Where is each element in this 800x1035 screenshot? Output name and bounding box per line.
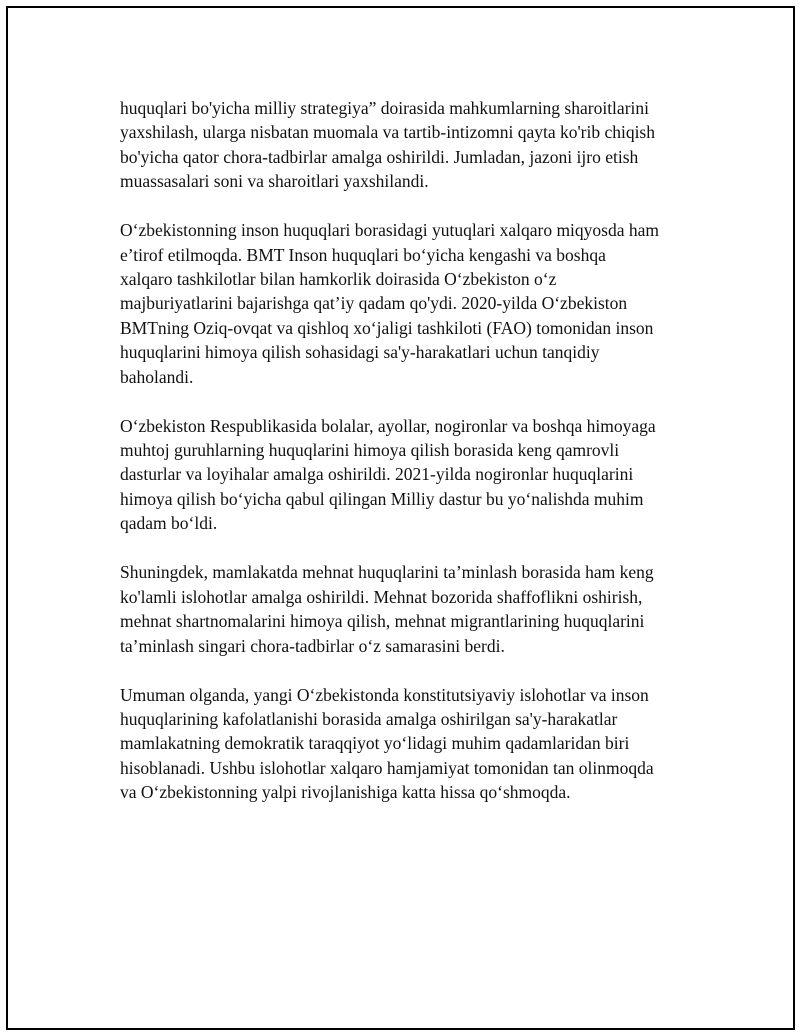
text-line: ko'lamli islohotlar amalga oshirildi. Mehnat bozorida shaffoflikni oshirish, — [120, 586, 643, 607]
text-line: huquqlarini himoya qilish sohasidagi sa'y-harakatlari uchun tanqidiy — [120, 342, 600, 363]
page-frame — [6, 6, 795, 1030]
paragraph-5 — [120, 683, 705, 805]
text-line: muassasalari soni va sharoitlari yaxshilandi. — [120, 171, 429, 192]
text-line: xalqaro tashkilotlar bilan hamkorlik doirasida O‘zbekiston o‘z — [120, 269, 557, 290]
text-line: bo'yicha qator chora-tadbirlar amalga oshirildi. Jumladan, jazoni ijro etish — [120, 146, 639, 167]
paragraph-3 — [120, 414, 705, 536]
text-line: ta’minlash singari chora-tadbirlar o‘z samarasini berdi. — [120, 635, 505, 656]
text-line: huquqlari bo'yicha milliy strategiya” doirasida mahkumlarning sharoitlarini — [120, 98, 649, 118]
text-line: Shuningdek, mamlakatda mehnat huquqlarini ta’minlash borasida ham keng — [120, 562, 654, 583]
text-line: baholandi. — [120, 366, 194, 387]
document-body — [120, 96, 705, 829]
paragraph-2 — [120, 218, 705, 389]
text-line: mamlakatning demokratik taraqqiyot yo‘lidagi muhim qadamlaridan biri — [120, 733, 630, 754]
text-line: e’tirof etilmoqda. BMT Inson huquqlari bo‘yicha kengashi va boshqa — [120, 244, 606, 265]
text-line: Umuman olganda, yangi O‘zbekistonda konstitutsiyaviy islohotlar va inson — [120, 684, 649, 705]
text-line: va O‘zbekistonning yalpi rivojlanishiga katta hissa qo‘shmoqda. — [120, 782, 571, 803]
text-line: qadam bo‘ldi. — [120, 513, 218, 534]
text-line: muhtoj guruhlarning huquqlarini himoya qilish borasida keng qamrovli — [120, 440, 620, 461]
text-line: mehnat shartnomalarini himoya qilish, mehnat migrantlarining huquqlarini — [120, 611, 645, 632]
text-line: majburiyatlarini bajarishga qat’iy qadam qo'ydi. 2020-yilda O‘zbekiston — [120, 293, 628, 314]
text-line: huquqlarining kafolatlanishi borasida amalga oshirilgan sa'y-harakatlar — [120, 708, 618, 729]
text-line: O‘zbekiston Respublikasida bolalar, ayollar, nogironlar va boshqa himoyaga — [120, 415, 656, 436]
text-line: yaxshilash, ularga nisbatan muomala va tartib-intizomni qayta ko'rib chiqish — [120, 122, 655, 143]
paragraph-1 — [120, 96, 705, 194]
text-line: dasturlar va loyihalar amalga oshirildi. 2021-yilda nogironlar huquqlarini — [120, 464, 634, 485]
text-line: hisoblanadi. Ushbu islohotlar xalqaro hamjamiyat tomonidan tan olinmoqda — [120, 757, 654, 778]
text-line: O‘zbekistonning inson huquqlari borasidagi yutuqlari xalqaro miqyosda ham — [120, 220, 659, 241]
paragraph-4 — [120, 560, 705, 658]
text-line: BMTning Oziq-ovqat va qishloq xo‘jaligi tashkiloti (FAO) tomonidan inson — [120, 317, 654, 338]
text-line: himoya qilish bo‘yicha qabul qilingan Milliy dastur bu yo‘nalishda muhim — [120, 488, 644, 509]
